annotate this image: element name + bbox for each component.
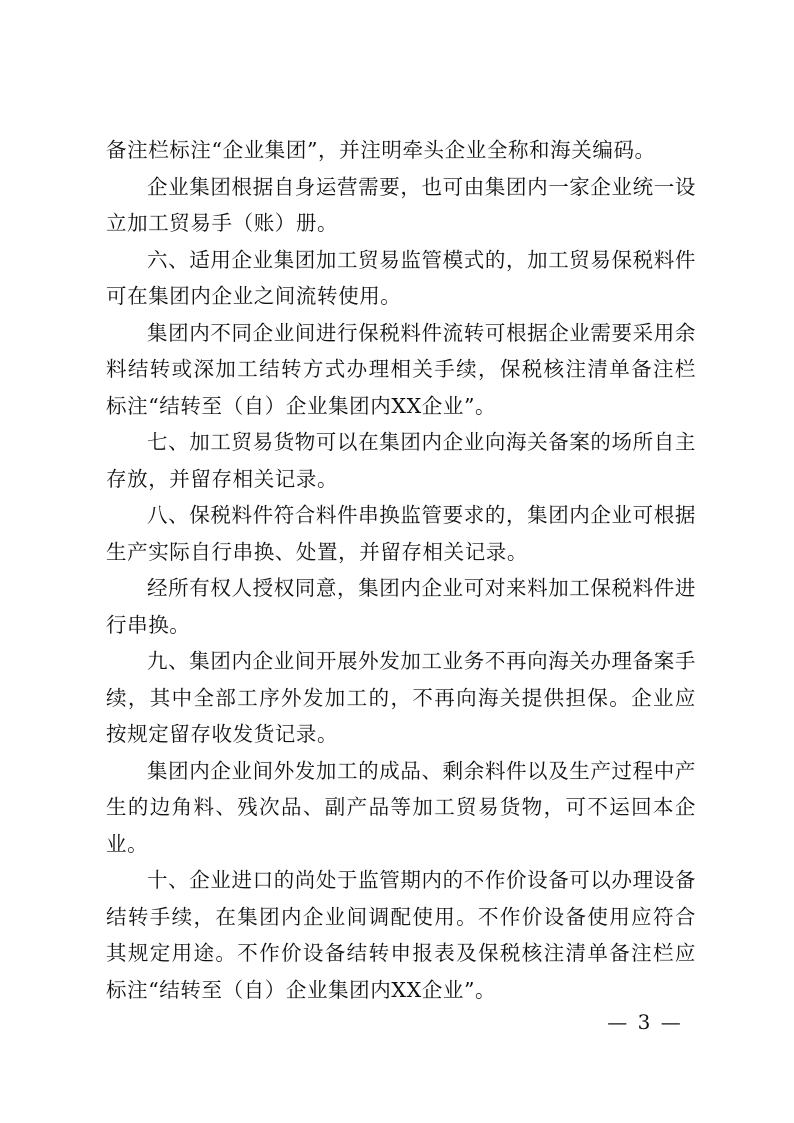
paragraph: 企业集团根据自身运营需要，也可由集团内一家企业统一设立加工贸易手（账）册。 [106,174,696,235]
paragraph: 经所有权人授权同意，集团内企业可对来料加工保税料件进行串换。 [106,576,696,637]
document-body [106,132,696,1008]
paragraph: 六、适用企业集团加工贸易监管模式的，加工贸易保税料件可在集团内企业之间流转使用。 [106,247,696,308]
paragraph: 集团内不同企业间进行保税料件流转可根据企业需要采用余料结转或深加工结转方式办理相关手续，保税核注清单备注栏标注“结转至（自）企业集团内XX企业”。 [106,320,696,418]
paragraph: 七、加工贸易货物可以在集团内企业向海关备案的场所自主存放，并留存相关记录。 [106,430,696,491]
paragraph: 集团内企业间外发加工的成品、剩余料件以及生产过程中产生的边角料、残次品、副产品等加工贸易货物，可不运回本企业。 [106,758,696,856]
paragraph: 九、集团内企业间开展外发加工业务不再向海关办理备案手续，其中全部工序外发加工的，不再向海关提供担保。企业应按规定留存收发货记录。 [106,649,696,746]
paragraph: 备注栏标注“企业集团”，并注明牵头企业全称和海关编码。 [106,138,656,162]
paragraph: 十、企业进口的尚处于监管期内的不作价设备可以办理设备结转手续，在集团内企业间调配使用。不作价设备使用应符合其规定用途。不作价设备结转申报表及保税核注清单备注栏应标注“结转至（自）企业集团内XX企业”。 [106,868,696,1002]
paragraph: 八、保税料件符合料件串换监管要求的，集团内企业可根据生产实际自行串换、处置，并留存相关记录。 [106,503,696,564]
page-number: — 3 — [607,1010,683,1034]
